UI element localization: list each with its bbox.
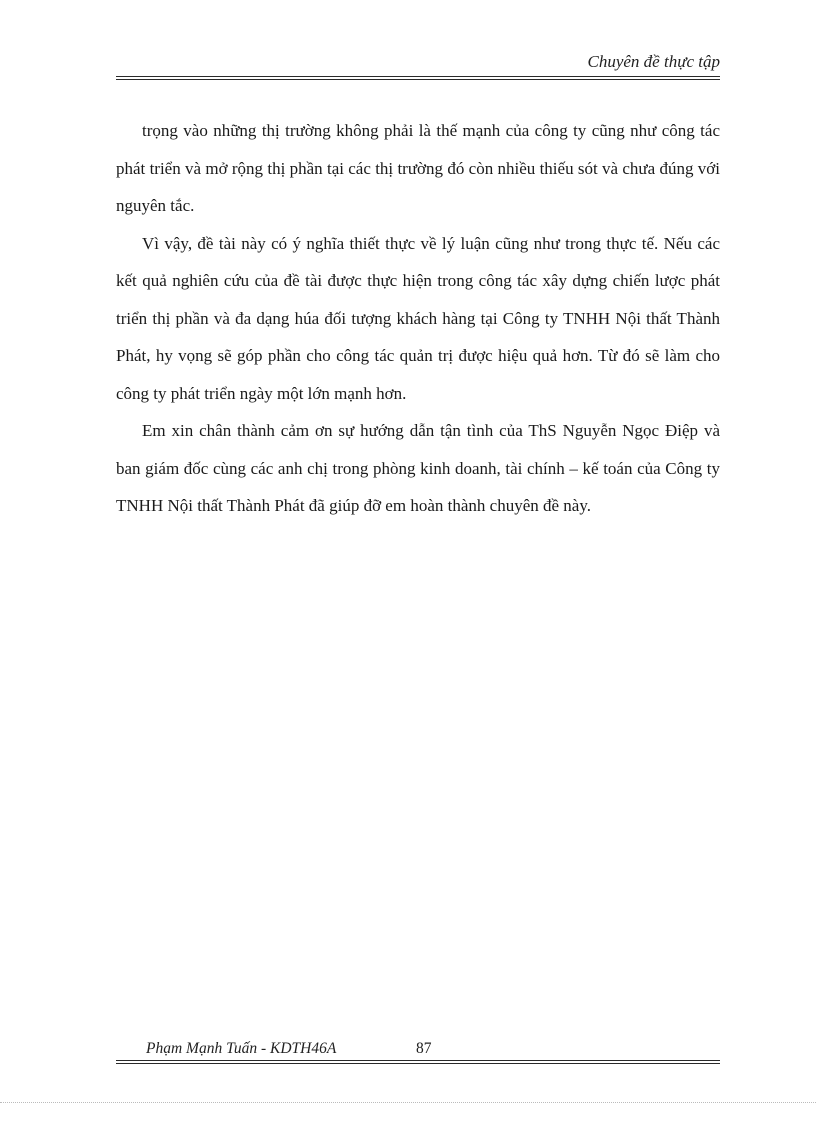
body-text — [116, 112, 720, 525]
footer-page-number: 87 — [416, 1040, 432, 1057]
page-edge-dotted-line — [0, 1102, 816, 1103]
paragraph-2: Vì vậy, đề tài này có ý nghĩa thiết thực về lý luận cũng như trong thực tế. Nếu các kết quả nghiên cứu của đề tài được thực hiện trong công tác xây dựng chiến lược phát triển thị phần và đa dạng húa đối tượng khách hàng tại Công ty TNHH Nội thất Thành Phát, hy vọng sẽ góp phần cho công tác quản trị được hiệu quả hơn. Từ đó sẽ làm cho công ty phát triển ngày một lớn mạnh hơn. — [116, 233, 720, 403]
header-rule-top — [116, 76, 720, 77]
footer-author: Phạm Mạnh Tuấn - KDTH46A — [146, 1040, 337, 1057]
header-rule-bottom — [116, 79, 720, 80]
paragraph-1: trọng vào những thị trường không phải là thế mạnh của công ty cũng như công tác phát triển và mở rộng thị phần tại các thị trường đó còn nhiều thiếu sót và chưa đúng với nguyên tắc. — [116, 121, 720, 215]
paragraph-3: Em xin chân thành cảm ơn sự hướng dẫn tận tình của ThS Nguyễn Ngọc Điệp và ban giám đốc cùng các anh chị trong phòng kinh doanh, tài chính – kế toán của Công ty TNHH Nội thất Thành Phát đã giúp đỡ em hoàn thành chuyên đề này. — [116, 421, 720, 515]
footer-rule-top — [116, 1060, 720, 1061]
header-title: Chuyên đề thực tập — [587, 52, 720, 71]
footer-rule-bottom — [116, 1063, 720, 1064]
